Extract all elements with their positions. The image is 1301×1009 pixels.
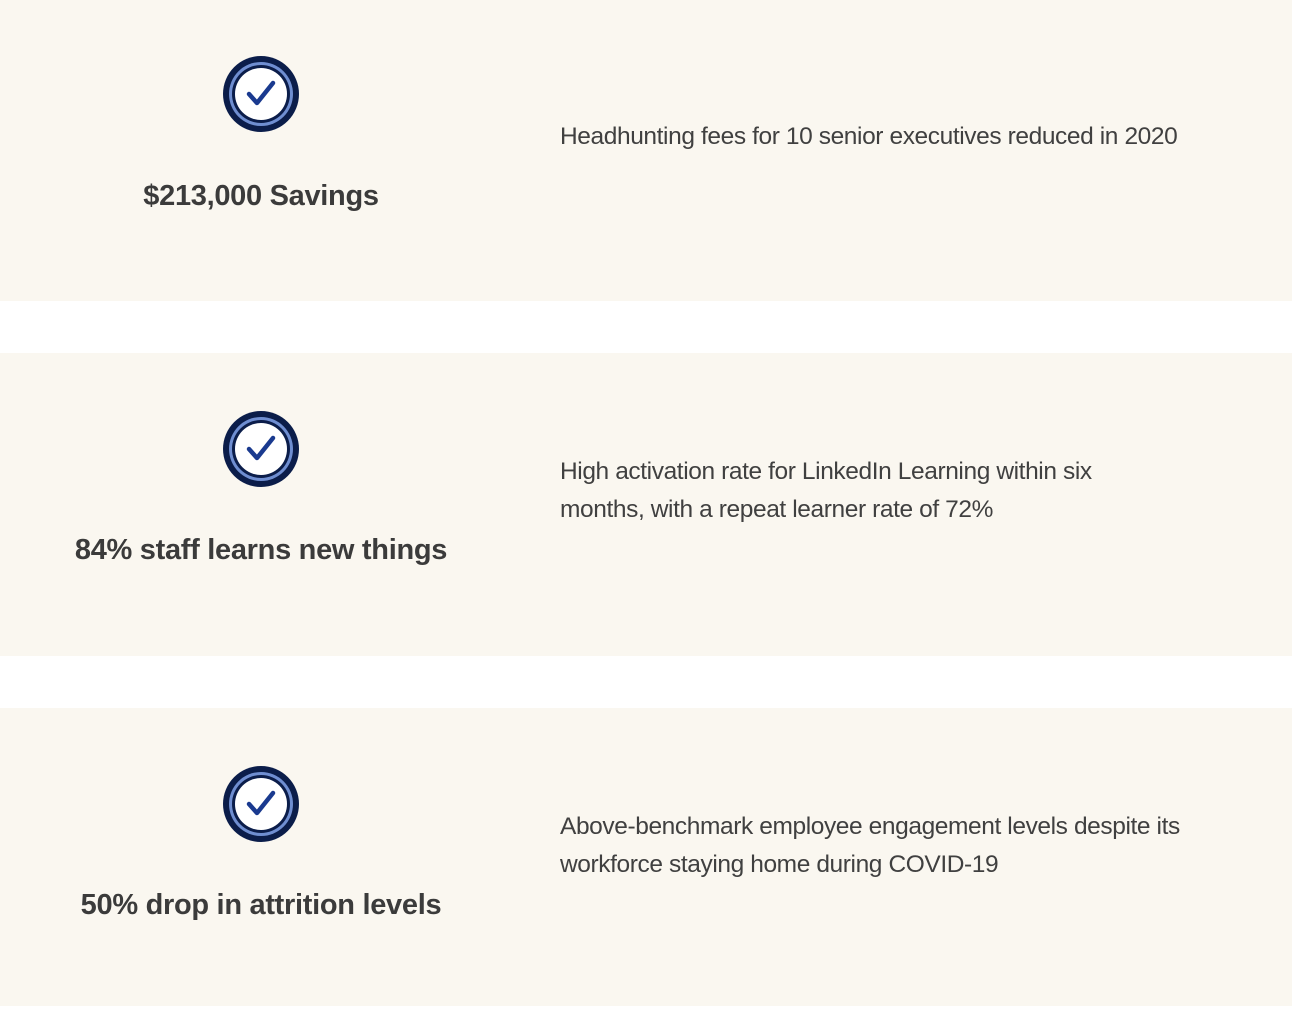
check-circle-icon: [222, 765, 300, 843]
result-card-attrition: [0, 708, 1292, 1006]
result-card-savings: [0, 0, 1292, 301]
stat-description: High activation rate for LinkedIn Learning within six months, with a repeat learner rate of 72%: [560, 458, 1092, 523]
stat-description: Above-benchmark employee engagement levels despite its workforce staying home during COVID-19: [560, 813, 1180, 878]
result-card-learning: [0, 353, 1292, 656]
check-circle-icon: [222, 55, 300, 133]
check-circle-icon: [222, 410, 300, 488]
stat-label: 50% drop in attrition levels: [80, 889, 442, 921]
stat-description: Headhunting fees for 10 senior executives reduced in 2020: [560, 123, 1178, 150]
stat-label: $213,000 Savings: [143, 180, 379, 212]
stat-label: 84% staff learns new things: [74, 534, 448, 566]
